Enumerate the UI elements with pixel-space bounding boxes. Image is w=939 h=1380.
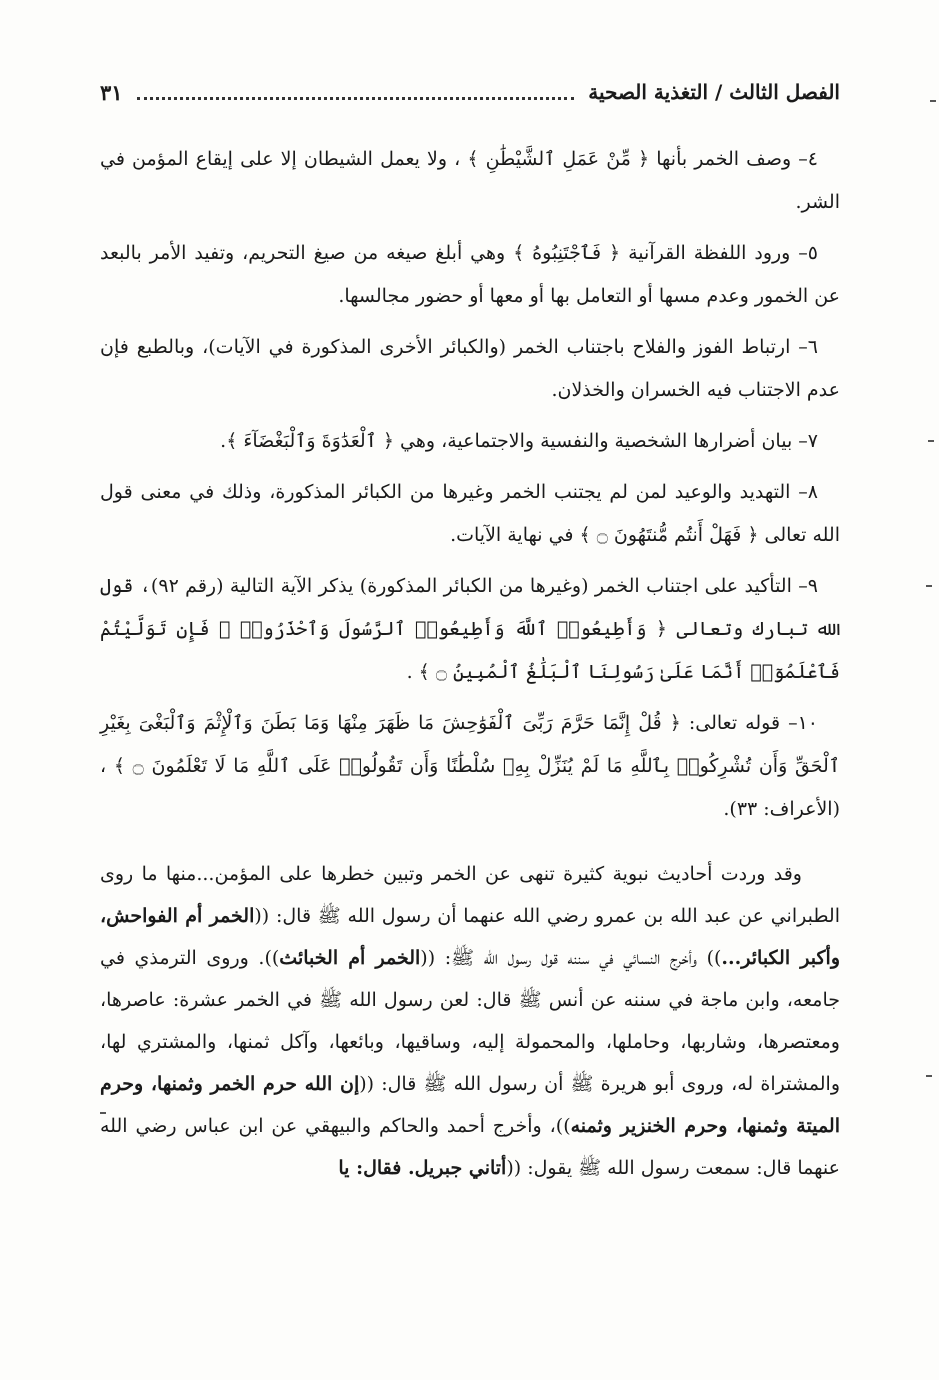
list-item: ٥– ورود اللفظة القرآنية ﴿ فَٱجْتَنِبُوهُ ﴾ وهي أبلغ صيغه من صيغ التحريم، وتفيد الأمر بالبعد عن الخمور وعدم مسها أو التعامل بها أو معها أو حضور مجالسها. — [100, 242, 840, 307]
list-item: ٨– التهديد والوعيد لمن لم يجتنب الخمر وغيرها من الكبائر المذكورة، وذلك في معنى قول الله تعالى ﴿ فَهَلْ أَنتُم مُّنتَهُونَ ۝ ﴾ في نهاية الآيات. — [100, 481, 840, 546]
hadith-paragraph — [100, 853, 840, 1189]
hadith-quote: الخمر أم الفواحش، وأكبر الكبائر... — [100, 905, 841, 969]
page-body — [100, 138, 840, 1189]
scan-mark — [930, 100, 936, 102]
running-title: الفصل الثالث / التغذية الصحية — [588, 80, 840, 104]
paragraph-text: وقد وردت أحاديث نبوية كثيرة تنهى عن الخمر وتبين خطرها على المؤمن...منها ما روى الطبراني عن عبد الله بن عمرو رضي الله عنهما أن رسول الله ﷺ قال: (( — [100, 863, 840, 927]
scan-mark — [926, 1075, 932, 1077]
list-item: ١٠– قوله تعالى: ﴿ قُلْ إِنَّمَا حَرَّمَ رَبِّىَ ٱلْفَوَٰحِشَ مَا ظَهَرَ مِنْهَا وَمَا بَطَنَ وَٱلْإِثْمَ وَٱلْبَغْىَ بِغَيْرِ ٱلْحَقِّ وَأَن تُشْرِكُوا۟ بِٱللَّهِ مَا لَمْ يُنَزِّلْ بِهِۦ سُلْطَٰنًا وَأَن تَقُولُوا۟ عَلَى ٱللَّهِ مَا لَا تَعْلَمُونَ ۝ ﴾ ، (الأعراف: ٣٣). — [100, 712, 840, 820]
paragraph-text: ))، وأخرج أحمد والحاكم والبيهقي عن ابن عباس رضي الله عنهما قال: سمعت رسول الله ﷺ يقول: (( — [100, 1115, 840, 1179]
dotted-leader — [137, 97, 575, 100]
hadith-quote: أتاني جبريل. فقال: يا — [338, 1157, 507, 1179]
scan-mark — [928, 440, 934, 442]
page-header — [100, 72, 840, 112]
list-item: ٦– ارتباط الفوز والفلاح باجتناب الخمر (والكبائر الأخرى المذكورة في الآيات)، وبالطبع فإن عدم الاجتناب فيه الخسران والخذلان. — [100, 336, 840, 401]
hadith-quote: الخمر أم الخبائث — [279, 947, 421, 969]
paragraph-text: )). وروى الترمذي في جامعه، وابن ماجة في سننه عن أنس ﷺ قال: لعن رسول الله ﷺ في الخمر عشرة: عاصرها، ومعتصرها، وشاربها، وحاملها، والمحمولة إليه، وساقيها، وبائعها، وآكل ثمنها، والمشتري لها، والمشتراة له، وروى أبو هريرة ﷺ أن رسول الله ﷺ قال: (( — [100, 947, 840, 1095]
paragraph-text: )) وأخرج النسائي في سننه قول رسول الله ﷺ: (( — [420, 947, 722, 969]
scan-mark — [926, 585, 932, 587]
scan-mark — [100, 1112, 106, 1114]
list-item: ٩– التأكيد على اجتناب الخمر (وغيرها من الكبائر المذكورة) يذكر الآية التالية (رقم ٩٢)، قول الله تبارك وتعالى ﴿ وَأَطِيعُوا۟ ٱللَّهَ وَأَطِيعُوا۟ ٱلرَّسُولَ وَٱحْذَرُوا۟ ۚ فَإِن تَوَلَّيْتُمْ فَٱعْلَمُوٓا۟ أَنَّمَا عَلَىٰ رَسُولِنَا ٱلْبَلَٰغُ ٱلْمُبِينُ ۝ ﴾ . — [100, 575, 840, 683]
list-item: ٤– وصف الخمر بأنها ﴿ مِّنْ عَمَلِ ٱلشَّيْطَٰنِ ﴾ ، ولا يعمل الشيطان إلا على إيقاع المؤمن في الشر. — [100, 148, 840, 213]
list-item: ٧– بيان أضرارها الشخصية والنفسية والاجتماعية، وهي ﴿ ٱلْعَدَٰوَةَ وَٱلْبَغْضَآءَ ﴾. — [220, 430, 818, 452]
hadith-quote: إن الله حرم الخمر وثمنها، وحرم الميتة وثمنها، وحرم الخنزير وثمنه — [100, 1073, 840, 1137]
page-number: ٣١ — [100, 79, 123, 105]
spacer — [100, 839, 840, 853]
